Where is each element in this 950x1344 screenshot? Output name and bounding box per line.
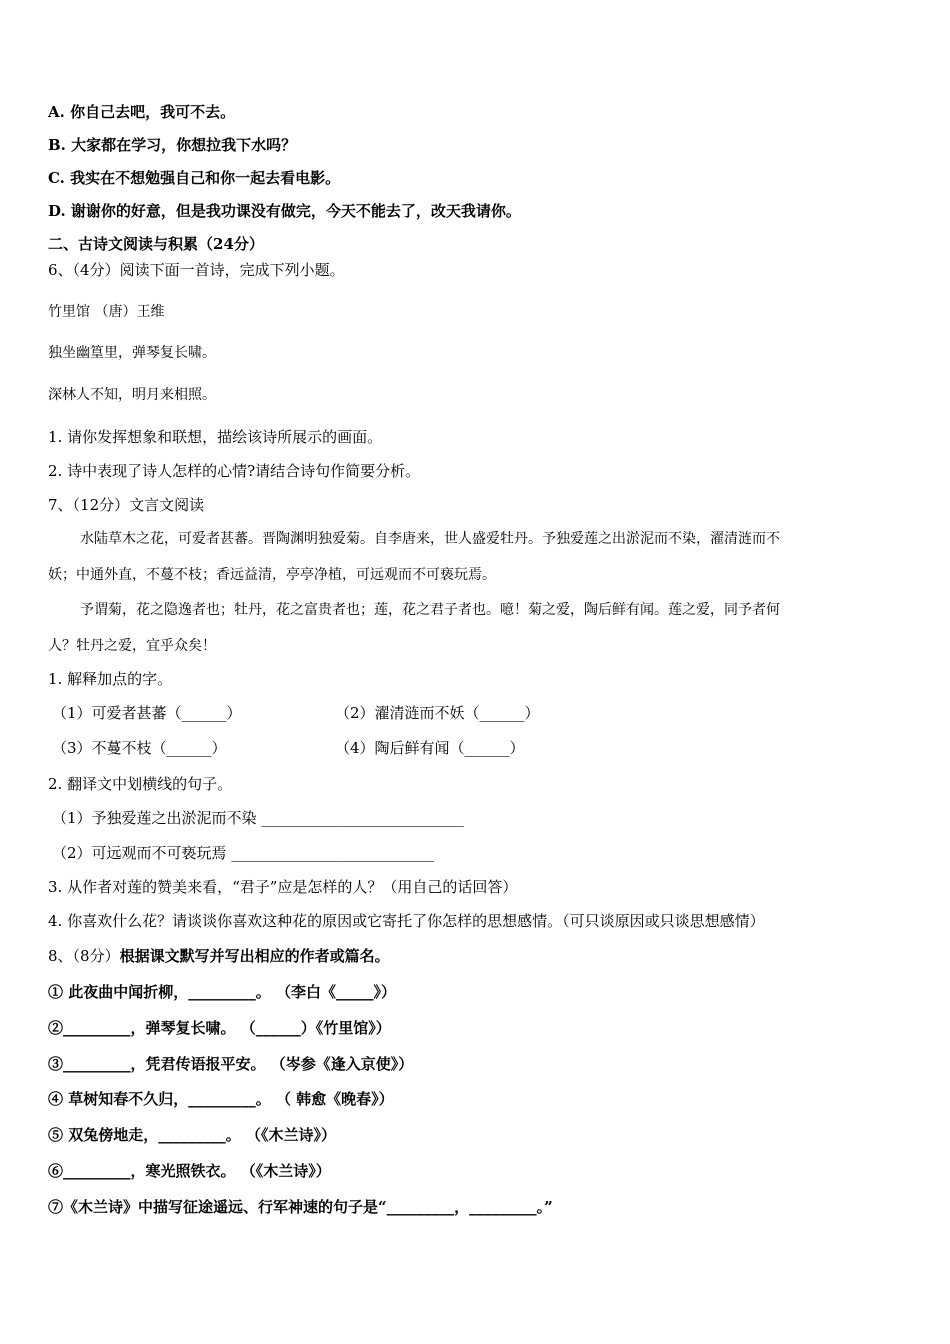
q7-sub1-item-1: （1）可爱者甚蕃（______） [52, 704, 242, 722]
q8-title-prefix: 8、（8分） [48, 947, 120, 965]
passage-para1-line2: 妖；中通外直，不蔓不枝；香远益清，亭亭净植，可远观而不可亵玩焉。 [48, 567, 496, 583]
option-c: C. 我实在不想勉强自己和你一起去看电影。 [48, 169, 341, 187]
section-heading: 二、古诗文阅读与积累（24分） [48, 235, 264, 253]
q7-sub2-item-1: （1）予独爱莲之出淤泥而不染 ___________________________ [52, 809, 464, 827]
q8-item-7: ⑦《木兰诗》中描写征途遥远、行军神速的句子是“_________，_________。” [48, 1198, 553, 1216]
option-d: D. 谢谢你的好意，但是我功课没有做完，今天不能去了，改天我请你。 [48, 202, 521, 220]
q7-sub1-item-2: （2）濯清涟而不妖（______） [335, 704, 540, 722]
q8-title [48, 946, 390, 966]
q7-sub4: 4. 你喜欢什么花？请谈谈你喜欢这种花的原因或它寄托了你怎样的思想感情。（可只谈原因或只谈思想感情） [48, 912, 765, 930]
passage-para2-line2: 人？牡丹之爱，宜乎众矣！ [48, 638, 216, 654]
passage-para1-line1: 水陆草木之花，可爱者甚蕃。晋陶渊明独爱菊。自李唐来，世人盛爱牡丹。予独爱莲之出淤泥而不染，濯清涟而不 [80, 531, 780, 547]
q8-item-6: ⑥_________，寒光照铁衣。 （《木兰诗》） [48, 1162, 331, 1180]
q7-sub3: 3. 从作者对莲的赞美来看，“君子”应是怎样的人？（用自己的话回答） [48, 878, 518, 896]
q7-sub1-item-4: （4）陶后鲜有闻（______） [335, 739, 525, 757]
option-a: A. 你自己去吧，我可不去。 [48, 103, 236, 121]
q8-item-3: ③_________，凭君传语报平安。 （岑参《逢入京使》） [48, 1055, 414, 1073]
q8-title-instruction: 根据课文默写并写出相应的作者或篇名。 [119, 947, 390, 965]
option-b: B. 大家都在学习，你想拉我下水吗？ [48, 136, 297, 154]
q6-sub2: 2. 诗中表现了诗人怎样的心情?请结合诗句作简要分析。 [48, 462, 421, 480]
q7-sub2-item-2: （2）可远观而不可亵玩焉 ___________________________ [52, 844, 434, 862]
passage-para2-line1: 予谓菊，花之隐逸者也；牡丹，花之富贵者也；莲，花之君子者也。噫！菊之爱，陶后鲜有闻。莲之爱，同予者何 [80, 602, 780, 618]
q7-sub1-item-3: （3）不蔓不枝（______） [52, 739, 227, 757]
q6-title: 6、（4分）阅读下面一首诗，完成下列小题。 [48, 261, 345, 279]
q8-item-4: ④ 草树知春不久归，_________。 （ 韩愈《晚春》） [48, 1090, 394, 1108]
q8-item-5: ⑤ 双兔傍地走，_________。 （《木兰诗》） [48, 1126, 336, 1144]
q7-title: 7、（12分）文言文阅读 [48, 496, 205, 514]
poem-line-2: 深林人不知，明月来相照。 [48, 387, 216, 403]
q7-sub2: 2. 翻译文中划横线的句子。 [48, 775, 233, 793]
q8-item-2: ②_________，弹琴复长啸。 （______）《竹里馆》） [48, 1019, 391, 1037]
q6-sub1: 1. 请你发挥想象和联想，描绘该诗所展示的画面。 [48, 428, 383, 446]
q7-sub1: 1. 解释加点的字。 [48, 670, 173, 688]
q8-item-1: ① 此夜曲中闻折柳，_________。 （李白《_____》） [48, 983, 396, 1001]
poem-line-1: 独坐幽篁里，弹琴复长啸。 [48, 345, 216, 361]
poem-title: 竹里馆 （唐）王维 [48, 304, 165, 320]
